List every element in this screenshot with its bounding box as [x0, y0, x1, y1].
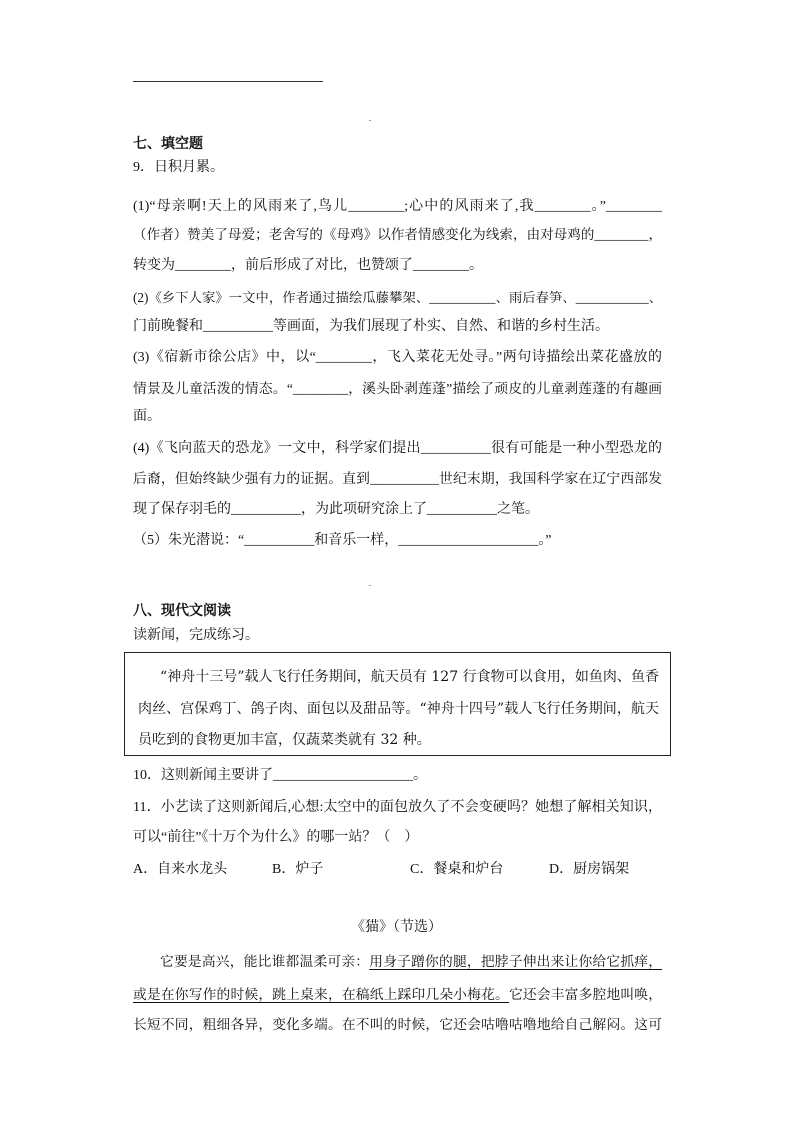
- q9-line-10: 后裔，但始终缺少强有力的证据。直到__________世纪末期，我国科学家在辽宁西部发: [133, 471, 662, 486]
- reading-instruction: 读新闻，完成练习。: [133, 628, 259, 643]
- passage-title: 《猫》（节选）: [351, 919, 442, 935]
- passage-underlined-text: 用身子蹭你的腿，把脖子伸出来让你给它抓痒，: [369, 954, 662, 970]
- passage-line-1: [160, 952, 662, 972]
- page-mark: [369, 585, 371, 586]
- news-line-3: 员吃到的食物更加丰富，仅蔬菜类就有 32 种。: [138, 732, 431, 748]
- q9-line-12: （5）朱光潜说：“__________和音乐一样，____________________。”: [133, 533, 552, 548]
- answer-line: [133, 81, 323, 82]
- news-line-1: “神舟十三号”载人飞行任务期间，航天员有 127 行食物可以食用，如鱼肉、鱼香: [160, 669, 659, 685]
- q9-line-9: (4)《飞向蓝天的恐龙》一文中，科学家们提出__________很有可能是一种小型恐龙的: [133, 441, 662, 456]
- q9-line-1: (1)“母亲啊!天上的风雨来了,鸟儿________;心中的风雨来了,我________。”________: [133, 199, 662, 214]
- passage-text: 它要是高兴，能比谁都温柔可亲：: [160, 954, 370, 970]
- option-b: B．炉子: [272, 862, 324, 877]
- option-d: D．厨房锅架: [549, 862, 630, 877]
- option-c: C．餐桌和炉台: [410, 862, 504, 877]
- question-9-stem: 9．日积月累。: [133, 160, 224, 175]
- passage-line-3: 长短不同，粗细各异，变化多端。在不叫的时候，它还会咕噜咕噜地给自己解闷。这可: [133, 1017, 662, 1033]
- passage-line-2: [133, 985, 662, 1005]
- q9-line-4: (2)《乡下人家》一文中，作者通过描绘瓜藤攀架、__________、雨后春笋、___________、: [133, 290, 662, 305]
- page-mark: [369, 120, 371, 121]
- question-11-line-1: 11．小艺读了这则新闻后,心想:太空中的面包放久了不会变硬吗？她想了解相关知识，: [133, 800, 662, 815]
- question-10: 10．这则新闻主要讲了____________________。: [133, 768, 427, 783]
- q9-line-7: 情景及儿童活泼的情态。“________，溪头卧剥莲蓬”描绘了顽皮的儿童剥莲蓬的有趣画: [133, 381, 662, 396]
- question-11-line-2: 可以“前往”《十万个为什么》的哪一站？（ ）: [133, 830, 419, 845]
- section-title-reading: 八、现代文阅读: [133, 604, 231, 619]
- news-line-2: 肉丝、宫保鸡丁、鸽子肉、面包以及甜品等。“神舟十四号”载人飞行任务期间，航天: [138, 701, 659, 717]
- q9-line-11: 现了保存羽毛的__________，为此项研究涂上了__________之笔。: [133, 502, 539, 517]
- q9-line-5: 门前晚餐和__________等画面，为我们展现了朴实、自然、和谐的乡村生活。: [133, 319, 609, 334]
- section-title-fill-blank: 七、填空题: [133, 137, 203, 152]
- q9-line-3: 转变为________，前后形成了对比，也赞颂了________。: [133, 258, 483, 273]
- passage-underlined-text: 或是在你写作的时候，跳上桌来，在稿纸上踩印几朵小梅花。: [133, 987, 509, 1003]
- passage-text: 它还会丰富多腔地叫唤，: [508, 987, 662, 1003]
- q9-line-6: (3)《宿新市徐公店》中，以“________，飞入菜花无处寻。”两句诗描绘出菜花盛放的: [133, 350, 662, 365]
- option-a: A．自来水龙头: [133, 862, 228, 877]
- q9-line-8: 面。: [133, 409, 161, 424]
- q9-line-2: （作者）赞美了母爱；老舍写的《母鸡》以作者情感变化为线索，由对母鸡的________，: [133, 227, 662, 242]
- question-11-options: [133, 860, 662, 880]
